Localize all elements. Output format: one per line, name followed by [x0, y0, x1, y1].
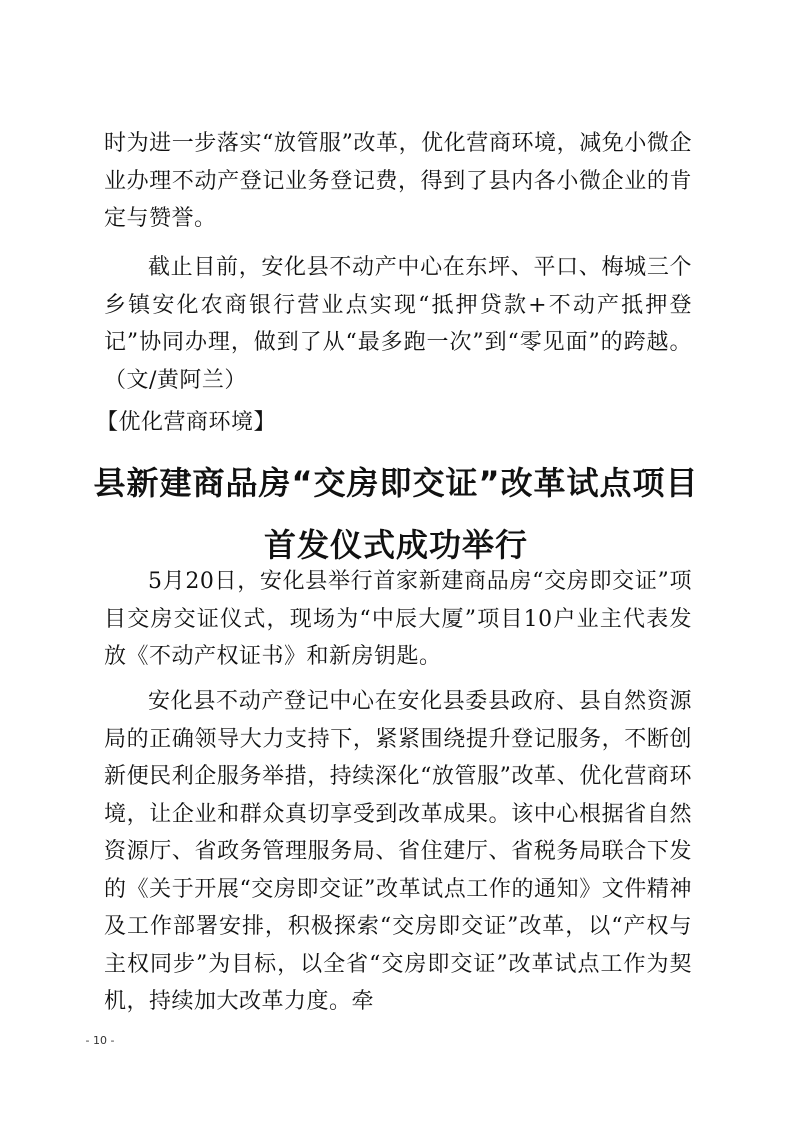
paragraph-continuation: 时为进一步落实“放管服”改革，优化营商环境，减免小微企业办理不动产登记业务登记费，得到了县内各小微企业的肯定与赞誉。 — [104, 131, 692, 231]
paragraph-summary: 截止目前，安化县不动产中心在东坪、平口、梅城三个乡镇安化农商银行营业点实现“抵押贷款+不动产抵押登记”协同办理，做到了从“最多跑一次”到“零见面”的跨越。（文/黄阿兰） — [104, 255, 692, 393]
page-number: - 10 - — [85, 1034, 115, 1047]
article-headline-line1: 县新建商品房“交房即交证”改革试点项目 — [93, 464, 699, 502]
paragraph-event: 5月20日，安化县举行首家新建商品房“交房即交证”项目交房交证仪式，现场为“中辰大厦”项目10户业主代表发放《不动产权证书》和新房钥匙。 — [104, 569, 692, 669]
paragraph-detail: 安化县不动产登记中心在安化县委县政府、县自然资源局的正确领导大力支持下，紧紧围绕提升登记服务，不断创新便民利企服务举措，持续深化“放管服”改革、优化营商环境，让企业和群众真切享受到改革成果。该中心根据省自然资源厅、省政务管理服务局、省住建厅、省税务局联合下发的《关于开展“交房即交证”改革试点工作的通知》文件精神及工作部署安排，积极探索“交房即交证”改革，以“产权与主权同步”为目标，以全省“交房即交证”改革试点工作为契机，持续加大改革力度。牵 — [104, 689, 692, 1014]
article-headline-line2: 首发仪式成功举行 — [263, 526, 528, 564]
section-tag: 【优化营商环境】 — [96, 410, 277, 435]
